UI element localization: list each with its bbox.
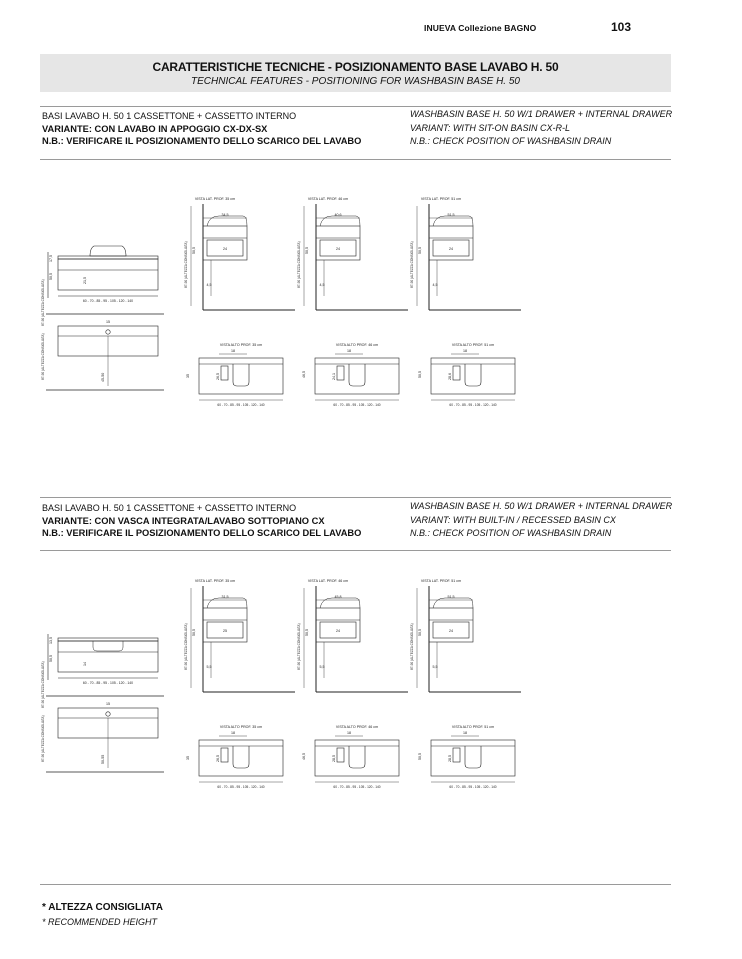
page-title: CARATTERISTICHE TECNICHE - POSIZIONAMENTO BASE LAVABO H. 50 — [152, 60, 559, 74]
width-dimensions: 60 - 70 - 85 - 95 - 105 - 120 - 140 — [82, 299, 134, 303]
width-dimensions: 60 - 70 - 85 - 95 - 105 - 120 - 140 — [449, 403, 497, 407]
dimension-a: 24 — [449, 629, 453, 633]
drain-recess — [233, 746, 249, 768]
side-dimension: 50,5 — [418, 247, 422, 254]
depth-dimension: 35 — [186, 374, 190, 378]
drain-recess — [465, 364, 481, 386]
mid-dimension: 26,5 — [216, 373, 220, 380]
view-caption: VISTA LAT. PROF. 46 cm — [307, 197, 349, 201]
side-dimension: 50,5 — [49, 273, 53, 280]
width-dimensions: 60 - 70 - 85 - 95 - 105 - 120 - 140 — [217, 403, 265, 407]
top-dimension: 18 — [231, 349, 235, 353]
mid-dimension: 26,5 — [216, 755, 220, 762]
height-label: 87-90 (ALTEZZA CONSIGLIATA) — [41, 715, 45, 762]
depth-dimension: 35 — [186, 756, 190, 760]
siphon-box — [453, 366, 460, 380]
depth-dimension: 31,5 — [221, 595, 229, 599]
inner-dimension: 21,5 — [83, 277, 87, 284]
section-2-drawings — [41, 579, 521, 789]
top-dimension: 18 — [463, 731, 467, 735]
recessed-basin — [93, 641, 123, 651]
side-dimension: 50,5 — [418, 629, 422, 636]
top-dimension: 18 — [347, 349, 351, 353]
height-label: 87-90 (ALTEZZA CONSIGLIATA) — [410, 241, 414, 288]
view-caption: VISTA ALTO PROF. 35 cm — [219, 725, 263, 729]
width-dimensions: 60 - 70 - 85 - 95 - 105 - 120 - 140 — [217, 785, 265, 789]
view-caption: VISTA ALTO PROF. 46 cm — [335, 343, 379, 347]
depth-dimension: 51,5 — [447, 595, 455, 599]
top-dimension: 17,5 — [49, 255, 53, 262]
back-dimension: 15 — [106, 320, 110, 324]
depth-dimension: 50,5 — [418, 371, 422, 378]
height-label: 87-90 (ALTEZZA CONSIGLIATA) — [41, 333, 45, 380]
basin-profile — [320, 598, 360, 608]
depth-dimension: 46,5 — [302, 371, 306, 378]
basin-profile — [207, 598, 247, 608]
siphon-box — [221, 366, 228, 380]
depth-dimension: 34,5 — [221, 213, 229, 217]
section-1-it-note: N.B.: VERIFICARE IL POSIZIONAMENTO DELLO SCARICO DEL LAVABO — [42, 136, 362, 146]
section-1-it-line1: BASI LAVABO H. 50 1 CASSETTONE + CASSETTO INTERNO — [42, 111, 297, 121]
section-1-en-variant: VARIANT: WITH SIT-ON BASIN CX-R-L — [410, 122, 571, 133]
view-caption: VISTA LAT. PROF. 35 cm — [194, 579, 236, 583]
basin-profile — [433, 216, 473, 226]
section-2-en-line1: WASHBASIN BASE H. 50 W/1 DRAWER + INTERNAL DRAWER — [410, 501, 673, 511]
mid-dimension: 28,6 — [448, 373, 452, 380]
section-2-it-note: N.B.: VERIFICARE IL POSIZIONAMENTO DELLO SCARICO DEL LAVABO — [42, 528, 362, 538]
top-view-outline — [315, 358, 399, 394]
dimension-b: 5,5 — [206, 665, 212, 669]
drain-recess — [349, 746, 365, 768]
view-caption: VISTA ALTO PROF. 35 cm — [219, 343, 263, 347]
catalog-header: INUEVA Collezione BAGNO — [424, 23, 537, 33]
section-1-drawings — [41, 197, 521, 407]
siphon-box — [221, 748, 228, 762]
footnote-recommended-height-en: * RECOMMENDED HEIGHT — [42, 917, 158, 927]
drain-recess — [465, 746, 481, 768]
page-subtitle: TECHNICAL FEATURES - POSITIONING FOR WASHBASIN BASE H. 50 — [191, 76, 520, 87]
side-dimension: 50,5 — [49, 655, 53, 662]
side-dimension: 50,5 — [305, 629, 309, 636]
countertop — [58, 638, 158, 641]
top-view-outline — [315, 740, 399, 776]
dimension-a: 24 — [336, 247, 340, 251]
view-caption: VISTA ALTO PROF. 51 cm — [451, 725, 495, 729]
top-view-outline — [199, 740, 283, 776]
view-caption: VISTA LAT. PROF. 46 cm — [307, 579, 349, 583]
top-dimension: 18 — [347, 731, 351, 735]
back-dimension: 15 — [106, 702, 110, 706]
drain-height-dimension: 50-55 — [101, 754, 105, 764]
countertop — [58, 256, 158, 259]
basin-shape — [90, 246, 126, 256]
top-dimension: 13,5 — [49, 637, 53, 644]
view-caption: VISTA ALTO PROF. 51 cm — [451, 343, 495, 347]
top-dimension: 18 — [231, 731, 235, 735]
height-label: 87-90 (ALTEZZA CONSIGLIATA) — [41, 661, 45, 708]
view-caption: VISTA LAT. PROF. 51 cm — [420, 197, 462, 201]
side-dimension: 50,5 — [305, 247, 309, 254]
section-2-en-variant: VARIANT: WITH BUILT-IN / RECESSED BASIN CX — [410, 514, 616, 525]
dimension-b: 5,5 — [319, 665, 325, 669]
dimension-b: 5,5 — [432, 665, 438, 669]
width-dimensions: 60 - 70 - 85 - 95 - 105 - 120 - 140 — [82, 681, 134, 685]
siphon-box — [337, 366, 344, 380]
width-dimensions: 60 - 70 - 85 - 95 - 105 - 120 - 140 — [333, 403, 381, 407]
width-dimensions: 60 - 70 - 85 - 95 - 105 - 120 - 140 — [449, 785, 497, 789]
section-2-it-variant: VARIANTE: CON VASCA INTEGRATA/LAVABO SOTTOPIANO CX — [42, 515, 325, 526]
footer-divider — [40, 884, 671, 885]
dimension-a: 24 — [223, 247, 227, 251]
view-caption: VISTA ALTO PROF. 46 cm — [335, 725, 379, 729]
drain-circle — [106, 330, 110, 334]
view-caption: VISTA LAT. PROF. 51 cm — [420, 579, 462, 583]
top-dimension: 18 — [463, 349, 467, 353]
height-label: 87-90 (ALTEZZA CONSIGLIATA) — [41, 279, 45, 326]
depth-dimension: 50,5 — [418, 753, 422, 760]
dimension-a: 25 — [223, 629, 227, 633]
basin-profile — [320, 216, 360, 226]
drain-recess — [233, 364, 249, 386]
width-dimensions: 60 - 70 - 85 - 95 - 105 - 120 - 140 — [333, 785, 381, 789]
cabinet-side — [429, 226, 473, 260]
height-label: 87-90 (ALTEZZA CONSIGLIATA) — [410, 623, 414, 670]
side-dimension: 50,5 — [192, 629, 196, 636]
top-view-outline — [199, 358, 283, 394]
drain-height-dimension: 45-50 — [101, 372, 105, 382]
side-dimension: 50,5 — [192, 247, 196, 254]
dimension-a: 24 — [449, 247, 453, 251]
cabinet-side — [203, 226, 247, 260]
cabinet-front — [58, 641, 158, 672]
mid-dimension: 28,5 — [332, 755, 336, 762]
top-view-outline — [431, 740, 515, 776]
cabinet-side — [203, 608, 247, 642]
footnote-recommended-height: * ALTEZZA CONSIGLIATA — [42, 902, 163, 913]
depth-dimension: 51,5 — [447, 213, 455, 217]
dimension-a: 24 — [336, 629, 340, 633]
siphon-box — [453, 748, 460, 762]
dimension-b: 4,5 — [432, 283, 438, 287]
view-caption: VISTA LAT. PROF. 35 cm — [194, 197, 236, 201]
section-2-en-note: N.B.: CHECK POSITION OF WASHBASIN DRAIN — [410, 528, 612, 538]
dimension-b: 4,5 — [206, 283, 212, 287]
depth-dimension: 45,8 — [334, 595, 342, 599]
drain-recess — [349, 364, 365, 386]
siphon-box — [337, 748, 344, 762]
section-1-en-line1: WASHBASIN BASE H. 50 W/1 DRAWER + INTERNAL DRAWER — [410, 109, 673, 119]
dimension-b: 4,5 — [319, 283, 325, 287]
section-2-it-line1: BASI LAVABO H. 50 1 CASSETTONE + CASSETTO INTERNO — [42, 503, 297, 513]
basin-profile — [207, 216, 247, 226]
top-view-outline — [431, 358, 515, 394]
drain-circle — [106, 712, 110, 716]
page-number: 103 — [611, 20, 632, 34]
mid-dimension: 28,5 — [448, 755, 452, 762]
depth-dimension: 40,6 — [334, 213, 342, 217]
height-label: 87-90 (ALTEZZA CONSIGLIATA) — [297, 623, 301, 670]
inner-dimension: 14 — [83, 662, 87, 666]
cabinet-side — [316, 608, 360, 642]
cabinet-side — [316, 226, 360, 260]
cabinet-side — [429, 608, 473, 642]
section-1-it-variant: VARIANTE: CON LAVABO IN APPOGGIO CX-DX-SX — [42, 123, 268, 134]
depth-dimension: 46,5 — [302, 753, 306, 760]
height-label: 87-90 (ALTEZZA CONSIGLIATA) — [297, 241, 301, 288]
section-1-en-note: N.B.: CHECK POSITION OF WASHBASIN DRAIN — [410, 136, 612, 146]
mid-dimension: 24,1 — [332, 373, 336, 380]
height-label: 87-90 (ALTEZZA CONSIGLIATA) — [184, 241, 188, 288]
basin-profile — [433, 598, 473, 608]
height-label: 87-90 (ALTEZZA CONSIGLIATA) — [184, 623, 188, 670]
cabinet-front — [58, 259, 158, 290]
